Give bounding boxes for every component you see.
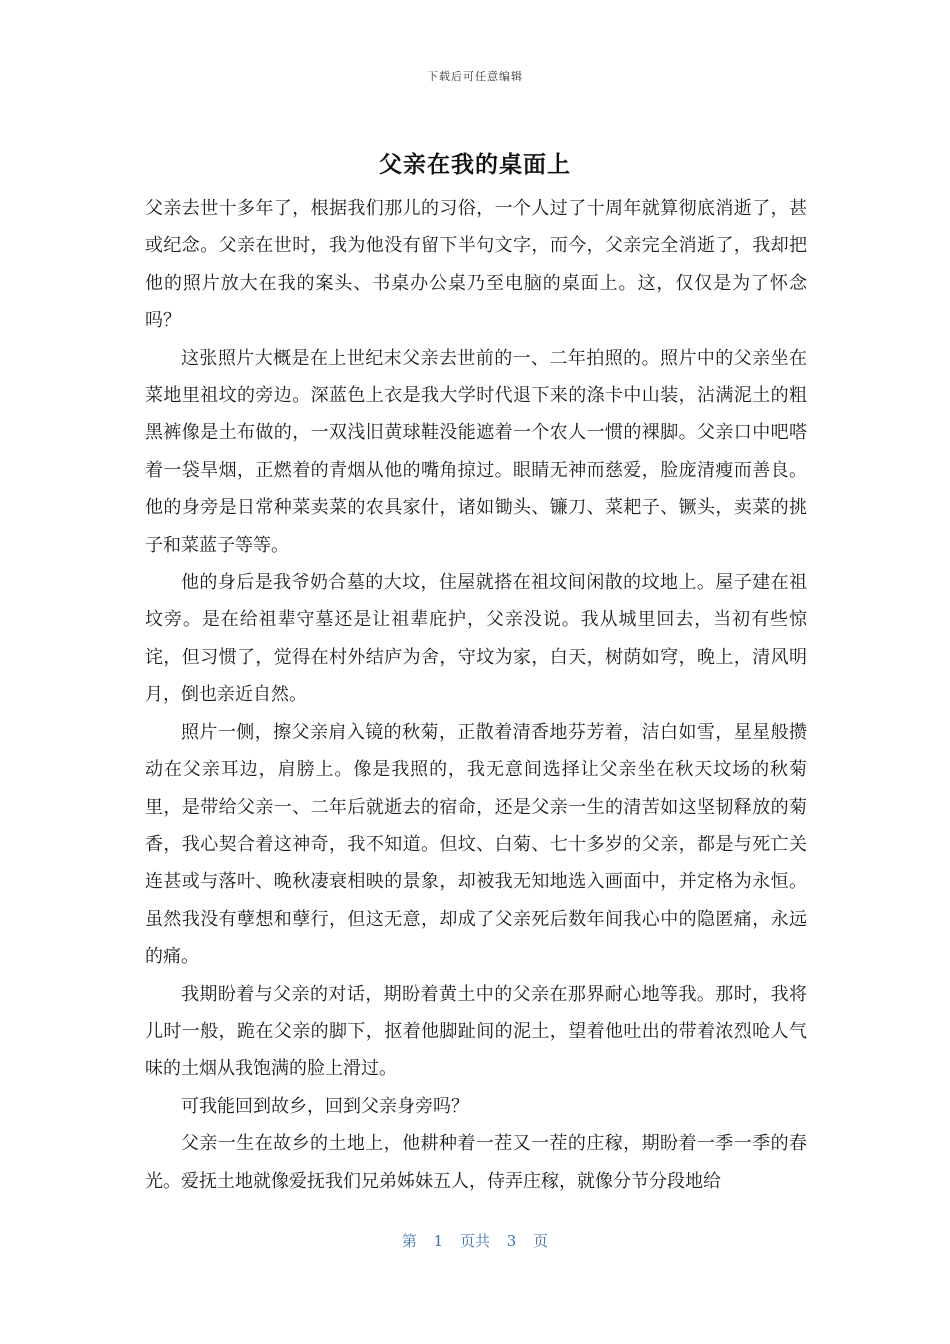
- document-title: 父亲在我的桌面上: [379, 152, 571, 178]
- page-number-footer: 第 1 页共 3 页: [401, 1232, 549, 1250]
- header-note: 下载后可任意编辑: [427, 70, 523, 83]
- paragraph-4: 照片一侧，擦父亲肩入镜的秋菊，正散着清香地芬芳着，洁白如雪，星星般攒动在父亲耳边，肩膀上。像是我照的，我无意间选择让父亲坐在秋天坟场的秋菊里，是带给父亲一、二年后就逝去的宿命，还是父亲一生的清苦如这坚韧释放的菊香，我心契合着这神奇，我不知道。但坟、白菊、七十多岁的父亲，都是与死亡关连甚或与落叶、晚秋凄衰相映的景象，却被我无知地选入画面中，并定格为永恒。虽然我没有孽想和孽行，但这无意，却成了父亲死后数年间我心中的隐匿痛，永远的痛。: [145, 721, 807, 968]
- paragraph-1: 父亲去世十多年了，根据我们那儿的习俗，一个人过了十周年就算彻底消逝了，甚或纪念。父亲在世时，我为他没有留下半句文字，而今，父亲完全消逝了，我却把他的照片放大在我的案头、书桌办公桌乃至电脑的桌面上。这，仅仅是为了怀念吗？: [145, 198, 807, 332]
- paragraph-5: 我期盼着与父亲的对话，期盼着黄土中的父亲在那界耐心地等我。那时，我将儿时一般，跪在父亲的脚下，抠着他脚趾间的泥土，望着他吐出的带着浓烈呛人气味的土烟从我饱满的脸上滑过。: [145, 983, 807, 1080]
- paragraph-2: 这张照片大概是在上世纪末父亲去世前的一、二年拍照的。照片中的父亲坐在菜地里祖坟的旁边。深蓝色上衣是我大学时代退下来的涤卡中山装，沾满泥土的粗黑裤像是土布做的，一双浅旧黄球鞋没能遮着一个农人一惯的裸脚。父亲口中吧嗒着一袋旱烟，正燃着的青烟从他的嘴角掠过。眼睛无神而慈爱，脸庞清瘦而善良。他的身旁是日常种菜卖菜的农具家什，诸如锄头、镰刀、菜耙子、镢头，卖菜的挑子和菜蓝子等等。: [145, 347, 807, 556]
- document-body: [145, 190, 807, 1200]
- paragraph-7: 父亲一生在故乡的土地上，他耕种着一茬又一茬的庄稼，期盼着一季一季的春光。爱抚土地就像爱抚我们兄弟姊妹五人，侍弄庄稼，就像分节分段地给: [145, 1133, 807, 1192]
- paragraph-6: 可我能回到故乡，回到父亲身旁吗？: [181, 1095, 469, 1117]
- paragraph-3: 他的身后是我爷奶合墓的大坟，住屋就搭在祖坟间闲散的坟地上。屋子建在祖坟旁。是在给祖辈守墓还是让祖辈庇护，父亲没说。我从城里回去，当初有些惊诧，但习惯了，觉得在村外结庐为舍，守坟为家，白天，树荫如穹，晚上，清风明月，倒也亲近自然。: [145, 572, 807, 706]
